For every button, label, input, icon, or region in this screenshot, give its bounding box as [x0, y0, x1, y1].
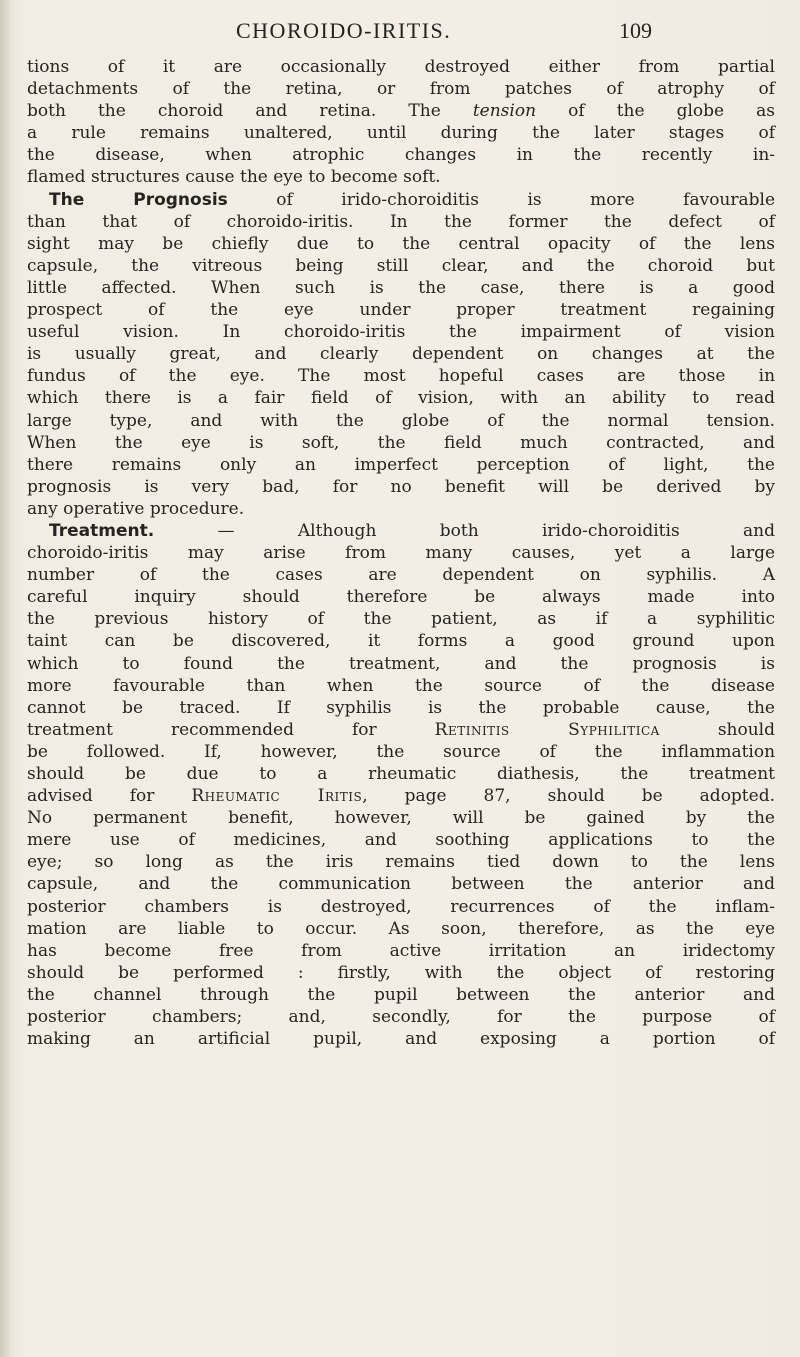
text-line: posterior chambers is destroyed, recurrences of the inflam- [27, 896, 776, 917]
text-line: posterior chambers; and, secondly, for the purpose of [27, 1007, 775, 1028]
text-line: capsule, the vitreous being still clear, and the choroid but [27, 255, 775, 276]
section-heading-prognosis: The Prognosis [49, 189, 228, 210]
text-line: capsule, and the communication between the anterior and [27, 874, 775, 895]
text-line: mation are liable to occur. As soon, therefore, as the eye [27, 918, 776, 939]
text-line: prospect of the eye under proper treatment regaining [27, 300, 775, 321]
text-segment: treatment recommended for [27, 719, 435, 740]
text-line: little affected. When such is the case, there is a good [27, 277, 776, 298]
text-line: tions of it are occasionally destroyed either from partial [27, 57, 775, 77]
text-segment: of irido-choroiditis is more favourable [227, 189, 776, 210]
text-segment: both the choroid and retina. The [27, 101, 473, 122]
page-header [0, 12, 800, 44]
text-line: cannot be traced. If syphilis is the probable cause, the [27, 697, 775, 718]
text-segment: — Although both irido-choroiditis and [154, 520, 775, 541]
text-line: the disease, when atrophic changes in the recently in- [27, 145, 776, 166]
text-line: eye; so long as the iris remains tied down to the lens [27, 852, 775, 873]
emphasis-tension: tension [472, 101, 537, 122]
text-line: should be performed : firstly, with the object of restoring [27, 962, 776, 983]
text-line: flamed structures cause the eye to become soft. [27, 167, 441, 188]
text-line: number of the cases are dependent on syphilis. A [27, 565, 776, 586]
text-line: careful inquiry should therefore be always made into [27, 587, 775, 608]
page-gutter-shadow [0, 0, 10, 1357]
text-line: choroido-iritis may arise from many causes, yet a large [27, 543, 776, 564]
text-line [27, 719, 775, 741]
text-line: detachments of the retina, or from patches of atrophy of [27, 79, 775, 100]
text-segment: should [659, 719, 775, 740]
body-text [27, 56, 775, 1050]
text-line: a rule remains unaltered, until during the later stages of [27, 123, 775, 144]
text-line: there remains only an imperfect perception of light, the [27, 454, 775, 475]
text-line: fundus of the eye. The most hopeful cases are those in [27, 366, 776, 387]
text-line: making an artificial pupil, and exposing a portion of [27, 1029, 776, 1050]
text-line: than that of choroido-iritis. In the former the defect of [27, 211, 776, 232]
cross-reference-rheumatic-iritis: Rheumatic Iritis [191, 786, 363, 807]
text-line: any operative procedure. [27, 498, 245, 519]
text-line: should be due to a rheumatic diathesis, the treatment [27, 764, 775, 784]
text-line [27, 520, 775, 542]
text-line: is usually great, and clearly dependent on changes at the [27, 344, 775, 365]
section-heading-treatment: Treatment. [49, 520, 155, 541]
text-line: the previous history of the patient, as if a syphilitic [27, 609, 775, 630]
text-line: large type, and with the globe of the normal tension. [27, 410, 776, 431]
text-line: which to found the treatment, and the prognosis is [27, 653, 775, 674]
text-line: No permanent benefit, however, will be gained by the [27, 808, 775, 829]
running-head: CHOROIDO-IRITIS. [236, 18, 452, 43]
text-segment: of the globe as [536, 101, 776, 122]
text-line [27, 785, 775, 807]
text-line: the channel through the pupil between the anterior and [27, 984, 775, 1005]
text-line: which there is a fair field of vision, with an ability to read [27, 388, 775, 409]
text-segment: , page 87, should be adopted. [362, 786, 775, 807]
cross-reference-retinitis-syphilitica: Retinitis Syphilitica [434, 719, 660, 740]
page-number: 109 [619, 18, 652, 43]
text-line: more favourable than when the source of the disease [27, 675, 775, 696]
text-line: When the eye is soft, the field much contracted, and [27, 432, 776, 453]
text-line: mere use of medicines, and soothing applications to the [27, 830, 776, 851]
text-line: taint can be discovered, it forms a good ground upon [27, 631, 776, 652]
text-line: sight may be chiefly due to the central opacity of the lens [27, 233, 776, 254]
text-segment: advised for [27, 786, 192, 807]
text-line [27, 189, 775, 211]
text-line: be followed. If, however, the source of the inflammation [27, 741, 776, 762]
text-line: prognosis is very bad, for no benefit will be derived by [27, 476, 775, 497]
text-line: useful vision. In choroido-iritis the impairment of vision [27, 322, 776, 343]
text-line: has become free from active irritation an iridectomy [27, 940, 775, 961]
text-line [27, 100, 775, 122]
